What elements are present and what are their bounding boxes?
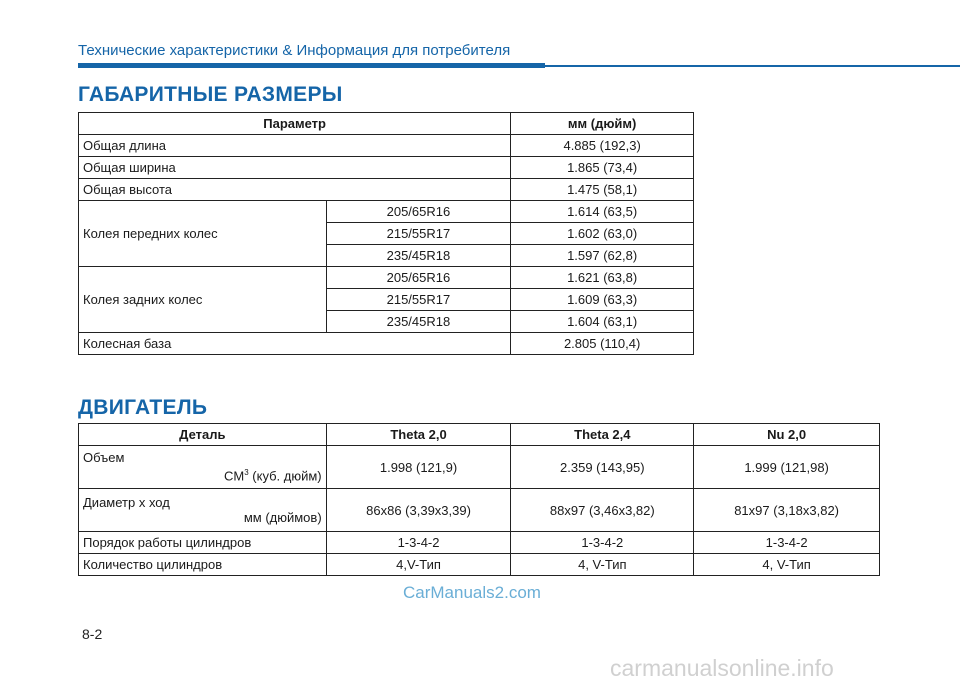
tire-size: 215/55R17 (326, 289, 511, 311)
param-unit: мм (дюймов) (243, 510, 322, 525)
row-value: 86x86 (3,39x3,39) (326, 489, 511, 532)
table-header-row (79, 113, 694, 135)
column-header: Theta 2,4 (511, 424, 694, 446)
row-label (79, 489, 327, 532)
row-value: 1.597 (62,8) (511, 245, 694, 267)
row-label: Общая высота (79, 179, 511, 201)
row-value: 1.602 (63,0) (511, 223, 694, 245)
tire-size: 205/65R16 (326, 267, 511, 289)
tire-size: 235/45R18 (326, 311, 511, 333)
row-value: 1.475 (58,1) (511, 179, 694, 201)
unit-main: CM (224, 468, 245, 484)
unit-superscript: 3 (244, 468, 249, 478)
param-name: Диаметр х ход (83, 495, 170, 510)
row-value: 1.609 (63,3) (511, 289, 694, 311)
column-header: Theta 2,0 (326, 424, 511, 446)
row-value: 1-3-4-2 (326, 532, 511, 554)
watermark-link[interactable]: CarManuals2.com (403, 583, 541, 602)
unit-rest: (куб. дюйм) (248, 468, 322, 484)
row-value: 4, V-Тип (694, 554, 880, 576)
table-row (79, 333, 694, 355)
table-row (79, 135, 694, 157)
table-row (79, 157, 694, 179)
column-header: Параметр (79, 113, 511, 135)
row-value: 1-3-4-2 (511, 532, 694, 554)
row-label (79, 446, 327, 489)
engine-table (78, 423, 880, 576)
row-label: Общая ширина (79, 157, 511, 179)
row-value: 4,V-Тип (326, 554, 511, 576)
row-label: Общая длина (79, 135, 511, 157)
param-name: Объем (83, 450, 125, 466)
site-watermark: carmanualsonline.info (610, 655, 834, 681)
row-label: Количество цилиндров (79, 554, 327, 576)
column-header: Nu 2,0 (694, 424, 880, 446)
table-row (79, 267, 694, 289)
table-row (79, 489, 880, 532)
row-label: Порядок работы цилиндров (79, 532, 327, 554)
row-value: 4, V-Тип (511, 554, 694, 576)
row-value: 1.998 (121,9) (326, 446, 511, 489)
row-label: Колесная база (79, 333, 511, 355)
table-row (79, 179, 694, 201)
row-value: 4.885 (192,3) (511, 135, 694, 157)
page-number: 8-2 (82, 626, 103, 642)
dimensions-title: ГАБАРИТНЫЕ РАЗМЕРЫ (78, 83, 343, 106)
row-value: 1.604 (63,1) (511, 311, 694, 333)
header-bar (78, 63, 545, 68)
table-row (79, 554, 880, 576)
header-line (545, 65, 960, 67)
row-value: 81x97 (3,18x3,82) (694, 489, 880, 532)
column-header: мм (дюйм) (511, 113, 694, 135)
tire-size: 235/45R18 (326, 245, 511, 267)
row-value: 1.865 (73,4) (511, 157, 694, 179)
row-value: 1-3-4-2 (694, 532, 880, 554)
row-value: 1.614 (63,5) (511, 201, 694, 223)
row-value: 88x97 (3,46x3,82) (511, 489, 694, 532)
table-row (79, 446, 880, 489)
param-unit (83, 465, 322, 483)
table-row (79, 532, 880, 554)
row-value: 2.359 (143,95) (511, 446, 694, 489)
table-row (79, 201, 694, 223)
row-label: Колея передних колес (79, 201, 327, 267)
row-value: 1.999 (121,98) (694, 446, 880, 489)
row-value: 2.805 (110,4) (511, 333, 694, 355)
row-value: 1.621 (63,8) (511, 267, 694, 289)
dimensions-table (78, 112, 694, 355)
column-header: Деталь (79, 424, 327, 446)
table-header-row (79, 424, 880, 446)
row-label: Колея задних колес (79, 267, 327, 333)
tire-size: 215/55R17 (326, 223, 511, 245)
tire-size: 205/65R16 (326, 201, 511, 223)
section-header: Технические характеристики & Информация для потребителя (78, 42, 511, 59)
engine-title: ДВИГАТЕЛЬ (78, 396, 208, 419)
